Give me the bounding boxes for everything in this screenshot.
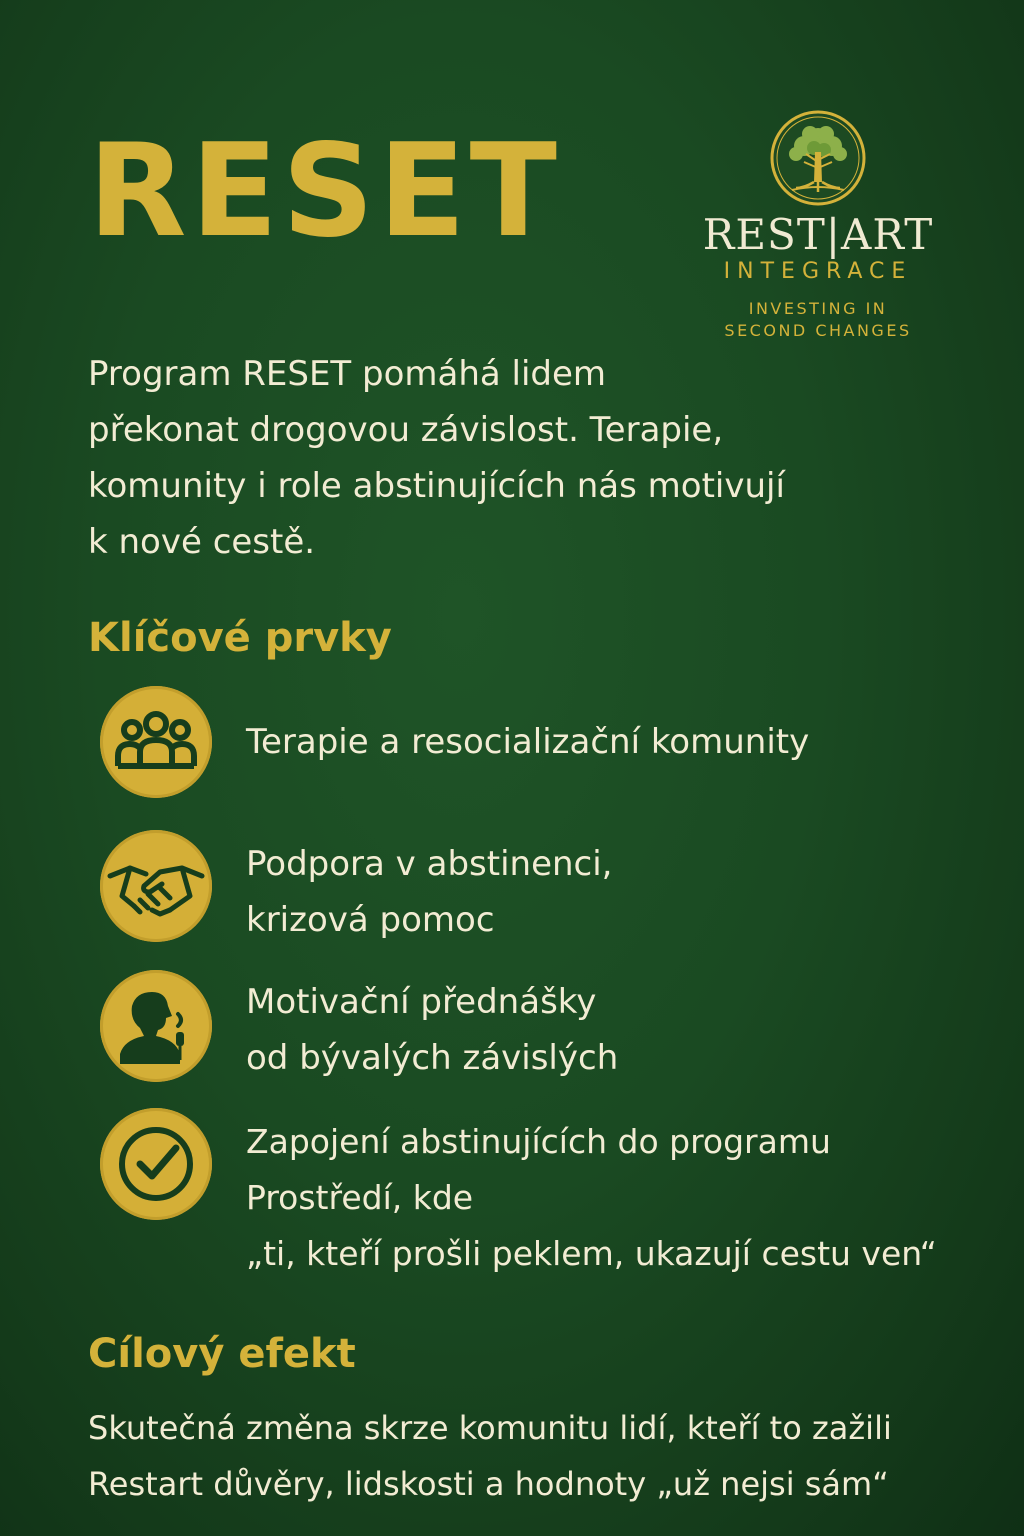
intro-line: Program RESET pomáhá lidem	[88, 354, 607, 394]
intro-line: překonat drogovou závislost. Terapie,	[88, 410, 724, 450]
intro-line: k nové cestě.	[88, 522, 316, 562]
target-effect-line: Skutečná změna skrze komunitu lidí, kteří to zažili	[88, 1409, 892, 1447]
target-effect-line: Restart důvěry, lidskosti a hodnoty „už nejsi sám“	[88, 1465, 889, 1503]
logo-tagline-line: INVESTING IN	[748, 299, 888, 319]
feature-line: od bývalých závislých	[246, 1038, 619, 1078]
key-elements-heading: Klíčové prvky	[88, 615, 392, 661]
tree-emblem-icon	[768, 108, 868, 208]
logo-tagline-line: SECOND CHANGES	[724, 321, 912, 341]
feature-line: Podpora v abstinenci,	[246, 844, 613, 884]
feature-line: Motivační přednášky	[246, 982, 597, 1022]
feature-text	[246, 1114, 937, 1282]
speaker-icon	[100, 970, 212, 1082]
target-effect-text	[88, 1400, 892, 1512]
rest-art-logo	[690, 108, 946, 342]
feature-line: Prostředí, kde	[246, 1178, 474, 1217]
checkmark-icon	[100, 1108, 212, 1220]
feature-text	[246, 974, 618, 1086]
page-title: RESET	[88, 117, 561, 266]
logo-tagline	[690, 298, 946, 342]
feature-text	[246, 836, 612, 948]
feature-line: Terapie a resocializační komunity	[246, 722, 810, 762]
feature-line: Zapojení abstinujících do programu	[246, 1122, 831, 1161]
logo-subtitle: INTEGRACE	[723, 259, 913, 284]
intro-paragraph	[88, 346, 888, 570]
target-effect-heading: Cílový efekt	[88, 1331, 356, 1377]
logo-name: REST|ART	[702, 210, 934, 259]
feature-line: krizová pomoc	[246, 900, 495, 940]
feature-text	[246, 714, 809, 770]
handshake-icon	[100, 830, 212, 942]
people-group-icon	[100, 686, 212, 798]
feature-line: „ti, kteří prošli peklem, ukazují cestu ven“	[246, 1234, 937, 1273]
intro-line: komunity i role abstinujících nás motivují	[88, 466, 785, 506]
